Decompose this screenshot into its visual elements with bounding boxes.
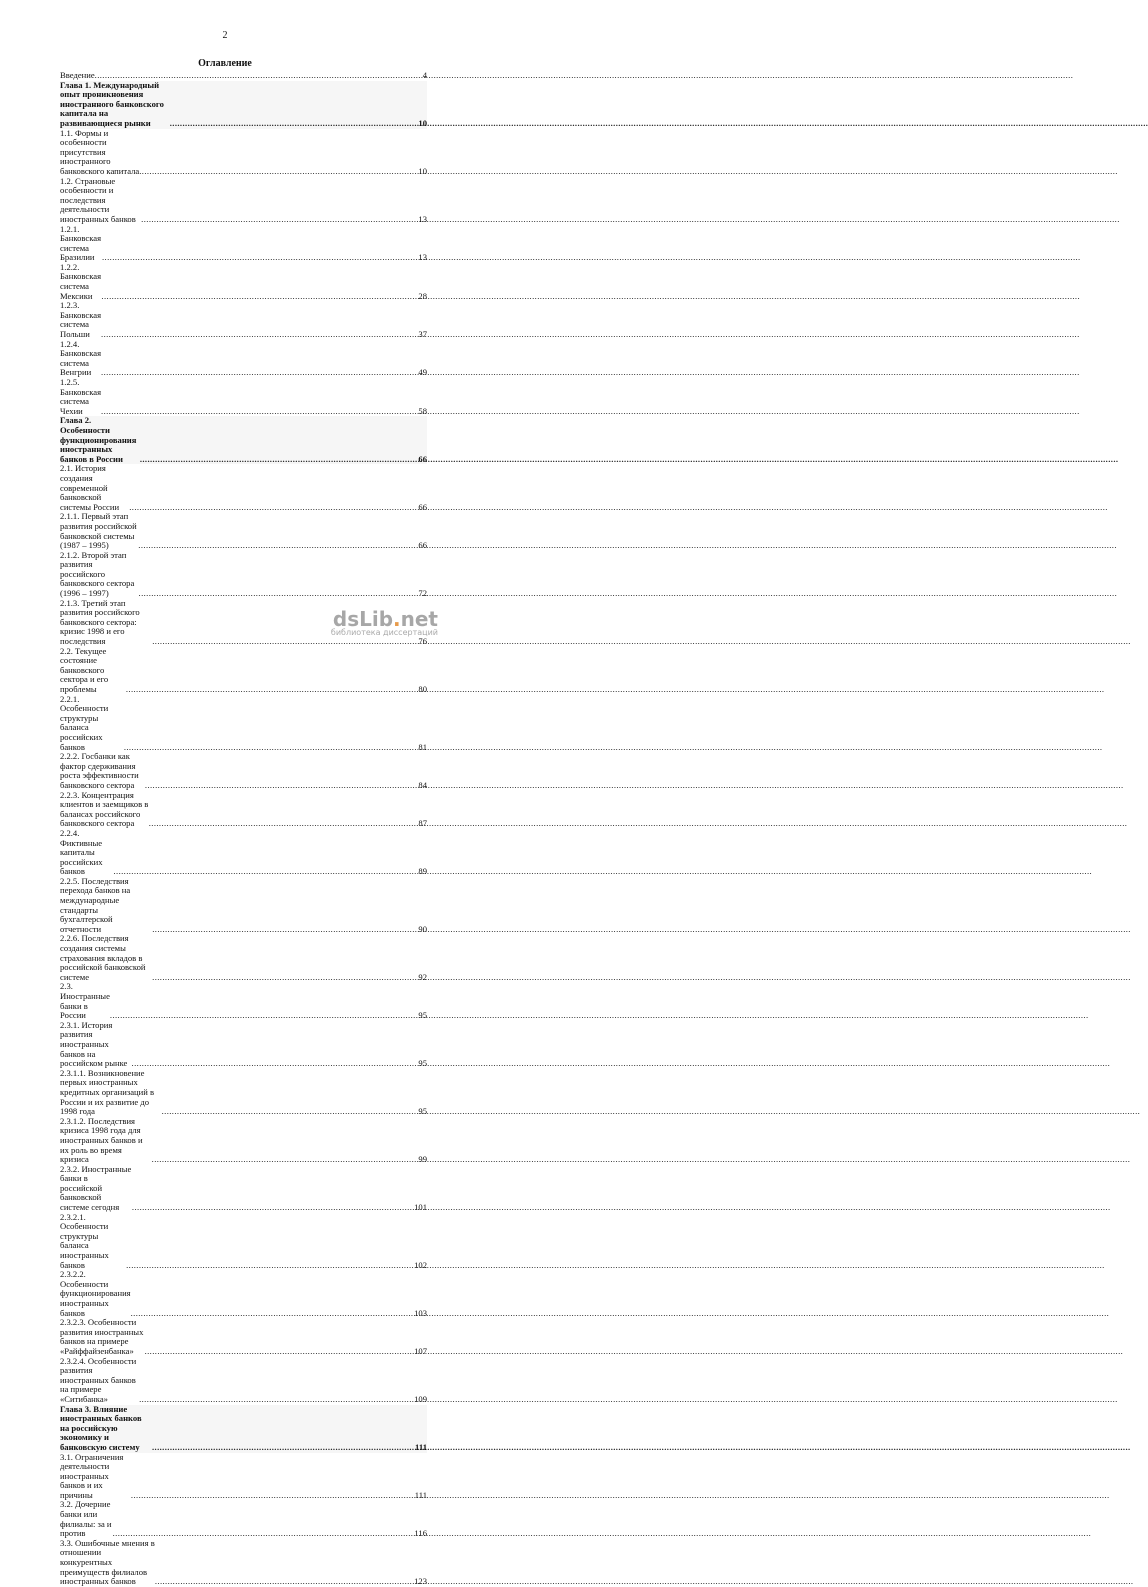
toc-leader-dots [131, 1491, 414, 1501]
toc-entry[interactable] [60, 1213, 427, 1271]
toc-entry-text: 1.2.2. Банковская система Мексики [60, 261, 102, 301]
toc-entry-page: 111 [414, 1489, 427, 1500]
toc-entry-page: 90 [418, 923, 427, 934]
logo-tagline: библиотека диссертаций [330, 628, 438, 637]
toc-entry[interactable] [60, 378, 427, 416]
toc-entry[interactable] [60, 1453, 427, 1501]
toc-entry-page: 66 [418, 501, 427, 512]
toc-entry[interactable] [60, 1500, 427, 1538]
toc-leader-dots [145, 1347, 414, 1357]
toc-entry-text: 1.2.3. Банковская система Польши [60, 300, 102, 340]
toc-entry[interactable] [60, 512, 427, 550]
toc-leader-dots [170, 119, 418, 129]
toc-entry[interactable] [60, 1357, 427, 1405]
toc-entry-text: 1.2.5. Банковская система Чехии [60, 377, 102, 416]
toc-entry-text: 2.1.2. Второй этап развития российского банковского сектора (1996 – 1997) [60, 549, 135, 599]
toc-entry-page: 95 [418, 1010, 427, 1021]
toc-entry[interactable] [60, 263, 427, 301]
toc-entry-text: 1.2. Страновые особенности и последствия деятельности иностранных банков [60, 175, 136, 224]
toc-entry[interactable] [60, 551, 427, 599]
toc-entry-text: 2.2.6. Последствия создания системы страхования вкладов в российской банковской системе [60, 933, 146, 982]
toc-entry-page: 13 [418, 213, 427, 224]
toc-entry[interactable] [60, 340, 427, 378]
toc-entry-text: 2.3.2.2. Особенности функционирования иностранных банков [60, 1269, 131, 1318]
logo-tld: net [400, 607, 438, 631]
toc-entry-text: 2.3. Иностранные банки в России [60, 981, 110, 1021]
toc-leader-dots [138, 541, 417, 551]
toc-entry-text: 2.1.3. Третий этап развития российского банковского сектора: кризис 1998 и его последствия [60, 597, 140, 647]
toc-entry-text: 2.3.2.3. Особенности развития иностранных банков на примере «Райффайзенбанка» [60, 1317, 144, 1356]
toc-entry-page: 92 [418, 971, 427, 982]
toc-entry-page: 76 [418, 636, 427, 647]
toc-entry[interactable] [60, 1069, 427, 1117]
toc-entry-text: 2.2.5. Последствия перехода банков на международные стандарты бухгалтерской отчетности [60, 875, 131, 934]
toc-entry-text: 2.3.1.2. Последствия кризиса 1998 года для иностранных банков и их роль во время кризиса [60, 1115, 143, 1165]
toc-entry-text: Введение [60, 70, 95, 80]
toc-entry-text: 2.3.2.4. Особенности развития иностранных банков на примере «Ситибанка» [60, 1355, 137, 1404]
toc-entry-text: Глава 1. Международный опыт проникновения иностранного банковского капитала на развивающиеся рынки [60, 79, 164, 128]
toc-entry[interactable] [60, 982, 427, 1020]
toc-entry-page: 123 [414, 1576, 427, 1587]
logo-dot: . [393, 607, 401, 631]
toc-entry-page: 66 [418, 540, 427, 551]
toc-entry[interactable] [60, 791, 427, 829]
page-number: 2 [222, 30, 228, 41]
logo-brand: dsLib [332, 607, 394, 631]
toc-entry[interactable] [60, 177, 427, 225]
toc-entry-text: 2.2.1. Особенности структуры баланса российских банков [60, 693, 109, 752]
toc-entry-page: 37 [418, 329, 427, 340]
toc-leader-dots [152, 637, 417, 647]
toc-entry[interactable] [60, 1270, 427, 1318]
toc-entry[interactable] [60, 1117, 427, 1165]
toc-leader-dots [101, 407, 417, 417]
toc-leader-dots [129, 503, 417, 513]
toc-entry-page: 87 [418, 818, 427, 829]
toc-leader-dots [124, 743, 418, 753]
toc-leader-dots [102, 253, 417, 263]
toc-entry[interactable] [60, 1405, 427, 1453]
toc-leader-dots [152, 1155, 418, 1165]
toc-entry-text: 1.1. Формы и особенности присутствия иностранного банковского капитала [60, 127, 140, 176]
toc-entry-page: 66 [418, 453, 427, 464]
toc-entry-page: 111 [415, 1441, 427, 1452]
toc-leader-dots [141, 215, 417, 225]
toc-entry[interactable] [60, 416, 427, 464]
toc-entry-page: 28 [418, 290, 427, 301]
toc-entry-page: 80 [418, 684, 427, 694]
toc-entry-page: 10 [418, 165, 427, 176]
toc-leader-dots [139, 167, 417, 177]
toc-entry[interactable] [60, 877, 427, 935]
toc-entry-text: 2.2.3. Концентрация клиентов и заемщиков в балансах российского банковского сектора [60, 789, 149, 829]
toc-leader-dots [126, 685, 418, 695]
toc-entry-page: 99 [418, 1154, 427, 1165]
toc-entry-page: 102 [414, 1259, 427, 1270]
toc-entry[interactable] [60, 1165, 427, 1213]
toc-entry[interactable] [60, 1318, 427, 1356]
toc-entry[interactable] [60, 647, 427, 695]
toc-entry-text: 2.3.2.1. Особенности структуры баланса иностранных банков [60, 1211, 109, 1270]
toc-entry-text: 1.2.1. Банковская система Бразилии [60, 223, 102, 263]
toc-entry-page: 95 [418, 1106, 427, 1117]
toc-leader-dots [101, 292, 417, 302]
toc-entry[interactable] [60, 225, 427, 263]
toc-leader-dots [126, 1261, 413, 1271]
toc-leader-dots [139, 589, 418, 599]
toc-entry-text: 3.2. Дочерние банки или филиалы: за и против [60, 1499, 112, 1539]
table-of-contents [60, 71, 427, 1587]
toc-leader-dots [152, 1443, 414, 1453]
toc-leader-dots [145, 781, 418, 791]
toc-leader-dots [131, 1309, 414, 1319]
toc-leader-dots [155, 1577, 413, 1587]
toc-entry[interactable] [60, 1539, 427, 1587]
toc-entry-text: Глава 2. Особенности функционирования иностранных банков в России [60, 415, 137, 464]
toc-entry-text: 2.3.1.1. Возникновение первых иностранных кредитных организаций в России и их развитие до 1998 года [60, 1067, 155, 1117]
toc-entry-page: 72 [418, 588, 427, 599]
toc-entry-page: 101 [414, 1202, 427, 1213]
toc-leader-dots [162, 1107, 418, 1117]
toc-leader-dots [152, 925, 417, 935]
toc-leader-dots [113, 1529, 414, 1539]
toc-leader-dots [113, 867, 417, 877]
toc-entry-text: 2.2.4. Фиктивные капиталы российских банков [60, 827, 103, 877]
toc-entry-page: 107 [414, 1345, 427, 1356]
toc-title: Оглавление [198, 58, 252, 69]
toc-leader-dots [101, 330, 417, 340]
toc-entry-page: 109 [414, 1393, 427, 1404]
toc-entry-page: 89 [418, 866, 427, 877]
toc-entry-page: 4 [422, 70, 427, 80]
toc-entry-text: 2.1. История создания современной банковской системы России [60, 463, 120, 512]
toc-entry[interactable] [60, 934, 427, 982]
toc-entry-text: Глава 3. Влияние иностранных банков на российскую экономику и банковскую систему [60, 1403, 142, 1452]
toc-entry-text: 3.3. Ошибочные мнения в отношении конкурентных преимуществ филиалов иностранных банков [60, 1537, 155, 1587]
toc-entry-page: 84 [418, 779, 427, 790]
toc-entry-page: 116 [414, 1528, 427, 1539]
toc-entry[interactable] [60, 752, 427, 790]
toc-entry-text: 2.1.1. Первый этап развития российской банковской системы (1987 – 1995) [60, 511, 137, 551]
toc-entry-text: 2.2.2. Госбанки как фактор сдерживания роста эффективности банковского сектора [60, 751, 139, 790]
toc-entry[interactable] [60, 829, 427, 877]
dslib-logo[interactable] [331, 607, 438, 637]
toc-entry-page: 13 [418, 252, 427, 263]
toc-entry[interactable] [60, 81, 427, 129]
toc-entry-text: 3.1. Ограничения деятельности иностранных банков и их причины [60, 1451, 124, 1500]
toc-leader-dots [139, 1395, 413, 1405]
toc-entry-page: 95 [418, 1058, 427, 1069]
toc-leader-dots [149, 819, 418, 829]
toc-entry[interactable] [60, 1021, 427, 1069]
toc-entry-text: 2.2. Текущее состояние банковского сектора и его проблемы [60, 645, 109, 694]
toc-entry-page: 10 [418, 117, 427, 128]
toc-entry-page: 58 [418, 405, 427, 416]
toc-leader-dots [101, 368, 417, 378]
toc-entry-page: 103 [414, 1307, 427, 1318]
toc-leader-dots [132, 1203, 413, 1213]
toc-entry[interactable] [60, 301, 427, 339]
toc-entry-page: 81 [418, 741, 427, 752]
toc-entry-text: 1.2.4. Банковская система Венгрии [60, 338, 102, 378]
toc-leader-dots [140, 455, 418, 465]
toc-entry[interactable] [60, 464, 427, 512]
toc-entry-text: 2.3.2. Иностранные банки в российской банковской системе сегодня [60, 1163, 132, 1213]
toc-entry-text: 2.3.1. История развития иностранных банков на российском рынке [60, 1019, 128, 1069]
toc-leader-dots [132, 1059, 418, 1069]
toc-entry[interactable] [60, 129, 427, 177]
toc-entry[interactable] [60, 695, 427, 753]
toc-entry-page: 49 [418, 367, 427, 378]
toc-leader-dots [152, 973, 417, 983]
toc-leader-dots [110, 1011, 418, 1021]
